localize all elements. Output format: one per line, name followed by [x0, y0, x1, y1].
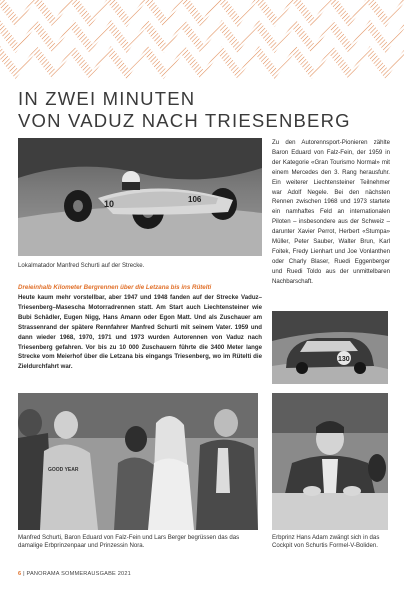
- goodyear-jacket-text: GOOD YEAR: [48, 467, 79, 473]
- page-footer: [18, 571, 131, 577]
- title-line-2: VON VADUZ NACH TRIESENBERG: [18, 110, 351, 131]
- article-body-right: Zu den Autorennsport-Pionieren zählte Baron Eduard von Falz-Fein, der 1959 in der Kategorie «Gran Tourismo Normal» mit einem Mercedes den 3. Rang herausfuhr. Ein weiterer Liechtensteiner Teilnehmer war Adolf Negele. Bei den nächsten Rennen zwischen 1968 und 1973 startete ein namhaftes Feld an internationalen Piloten – insbesondere aus der Schweiz – darunter Xavier Perrot, Herbert «Stumpa» Müller, Peter Sauber, Walter Brun, Karl Foitek, Fredy Lienhart und Joe Vonlanthen oder Charly Blaser, Ruedi Eggenberger und Ruedi Toldo aus der unmittelbaren Nachbarschaft.: [272, 139, 390, 285]
- saloon-car-photo: [272, 311, 388, 384]
- race-car-caption: Lokalmatador Manfred Schurti auf der Strecke.: [18, 262, 145, 269]
- article-body-bold: Heute kaum mehr vorstellbar, aber 1947 und 1948 fanden auf der Strecke Vaduz–Triesenberg–Masescha Motorradrennen statt. Am Start auch Liechtensteiner wie Bubi Schädler, Eugen Nigg, Hans Amann oder Egon Matt. Und als Zuschauer am Strassenrand der spätere Rennfahrer Manfred Schurti mit seinem Vater. 1959 und dann wieder 1968, 1970, 1971 und 1973 wurden Autorennen von Vaduz nach Triesenberg gefahren. Vor bis zu 10 000 Zuschauern führte die 3400 Meter lange Strecke vom Meierhof über die Letzana bis eingangs Triesenberg, wo im Rütelti die Zieldurchfahrt war.: [18, 294, 262, 371]
- group-photo: [18, 393, 258, 530]
- hans-adam-caption: Erbprinz Hans Adam zwängt sich in das Cockpit von Schurtis Formel-V-Boliden.: [272, 534, 380, 549]
- hans-adam-photo: [272, 393, 388, 530]
- footer-separator: |: [21, 571, 27, 577]
- race-car-photo: [18, 138, 262, 256]
- page-title: [18, 88, 398, 132]
- title-line-1: IN ZWEI MINUTEN: [18, 88, 196, 109]
- article-subhead: Dreieinhalb Kilometer Bergrennen über die Letzana bis ins Rütelti: [18, 284, 212, 291]
- saloon-car-number: 130: [338, 356, 350, 363]
- race-car-number: 106: [188, 195, 202, 204]
- race-car-side-number: 10: [104, 199, 115, 209]
- page-number: 6: [18, 571, 22, 577]
- zigzag-header-decoration: [0, 0, 404, 82]
- group-photo-caption: Manfred Schurti, Baron Eduard von Falz-Fein und Lars Berger begrüssen das das damalige Erbprinzenpaar und Prinzessin Nora.: [18, 534, 240, 549]
- publication-name: PANORAMA SOMMERAUSGABE 2021: [26, 571, 131, 577]
